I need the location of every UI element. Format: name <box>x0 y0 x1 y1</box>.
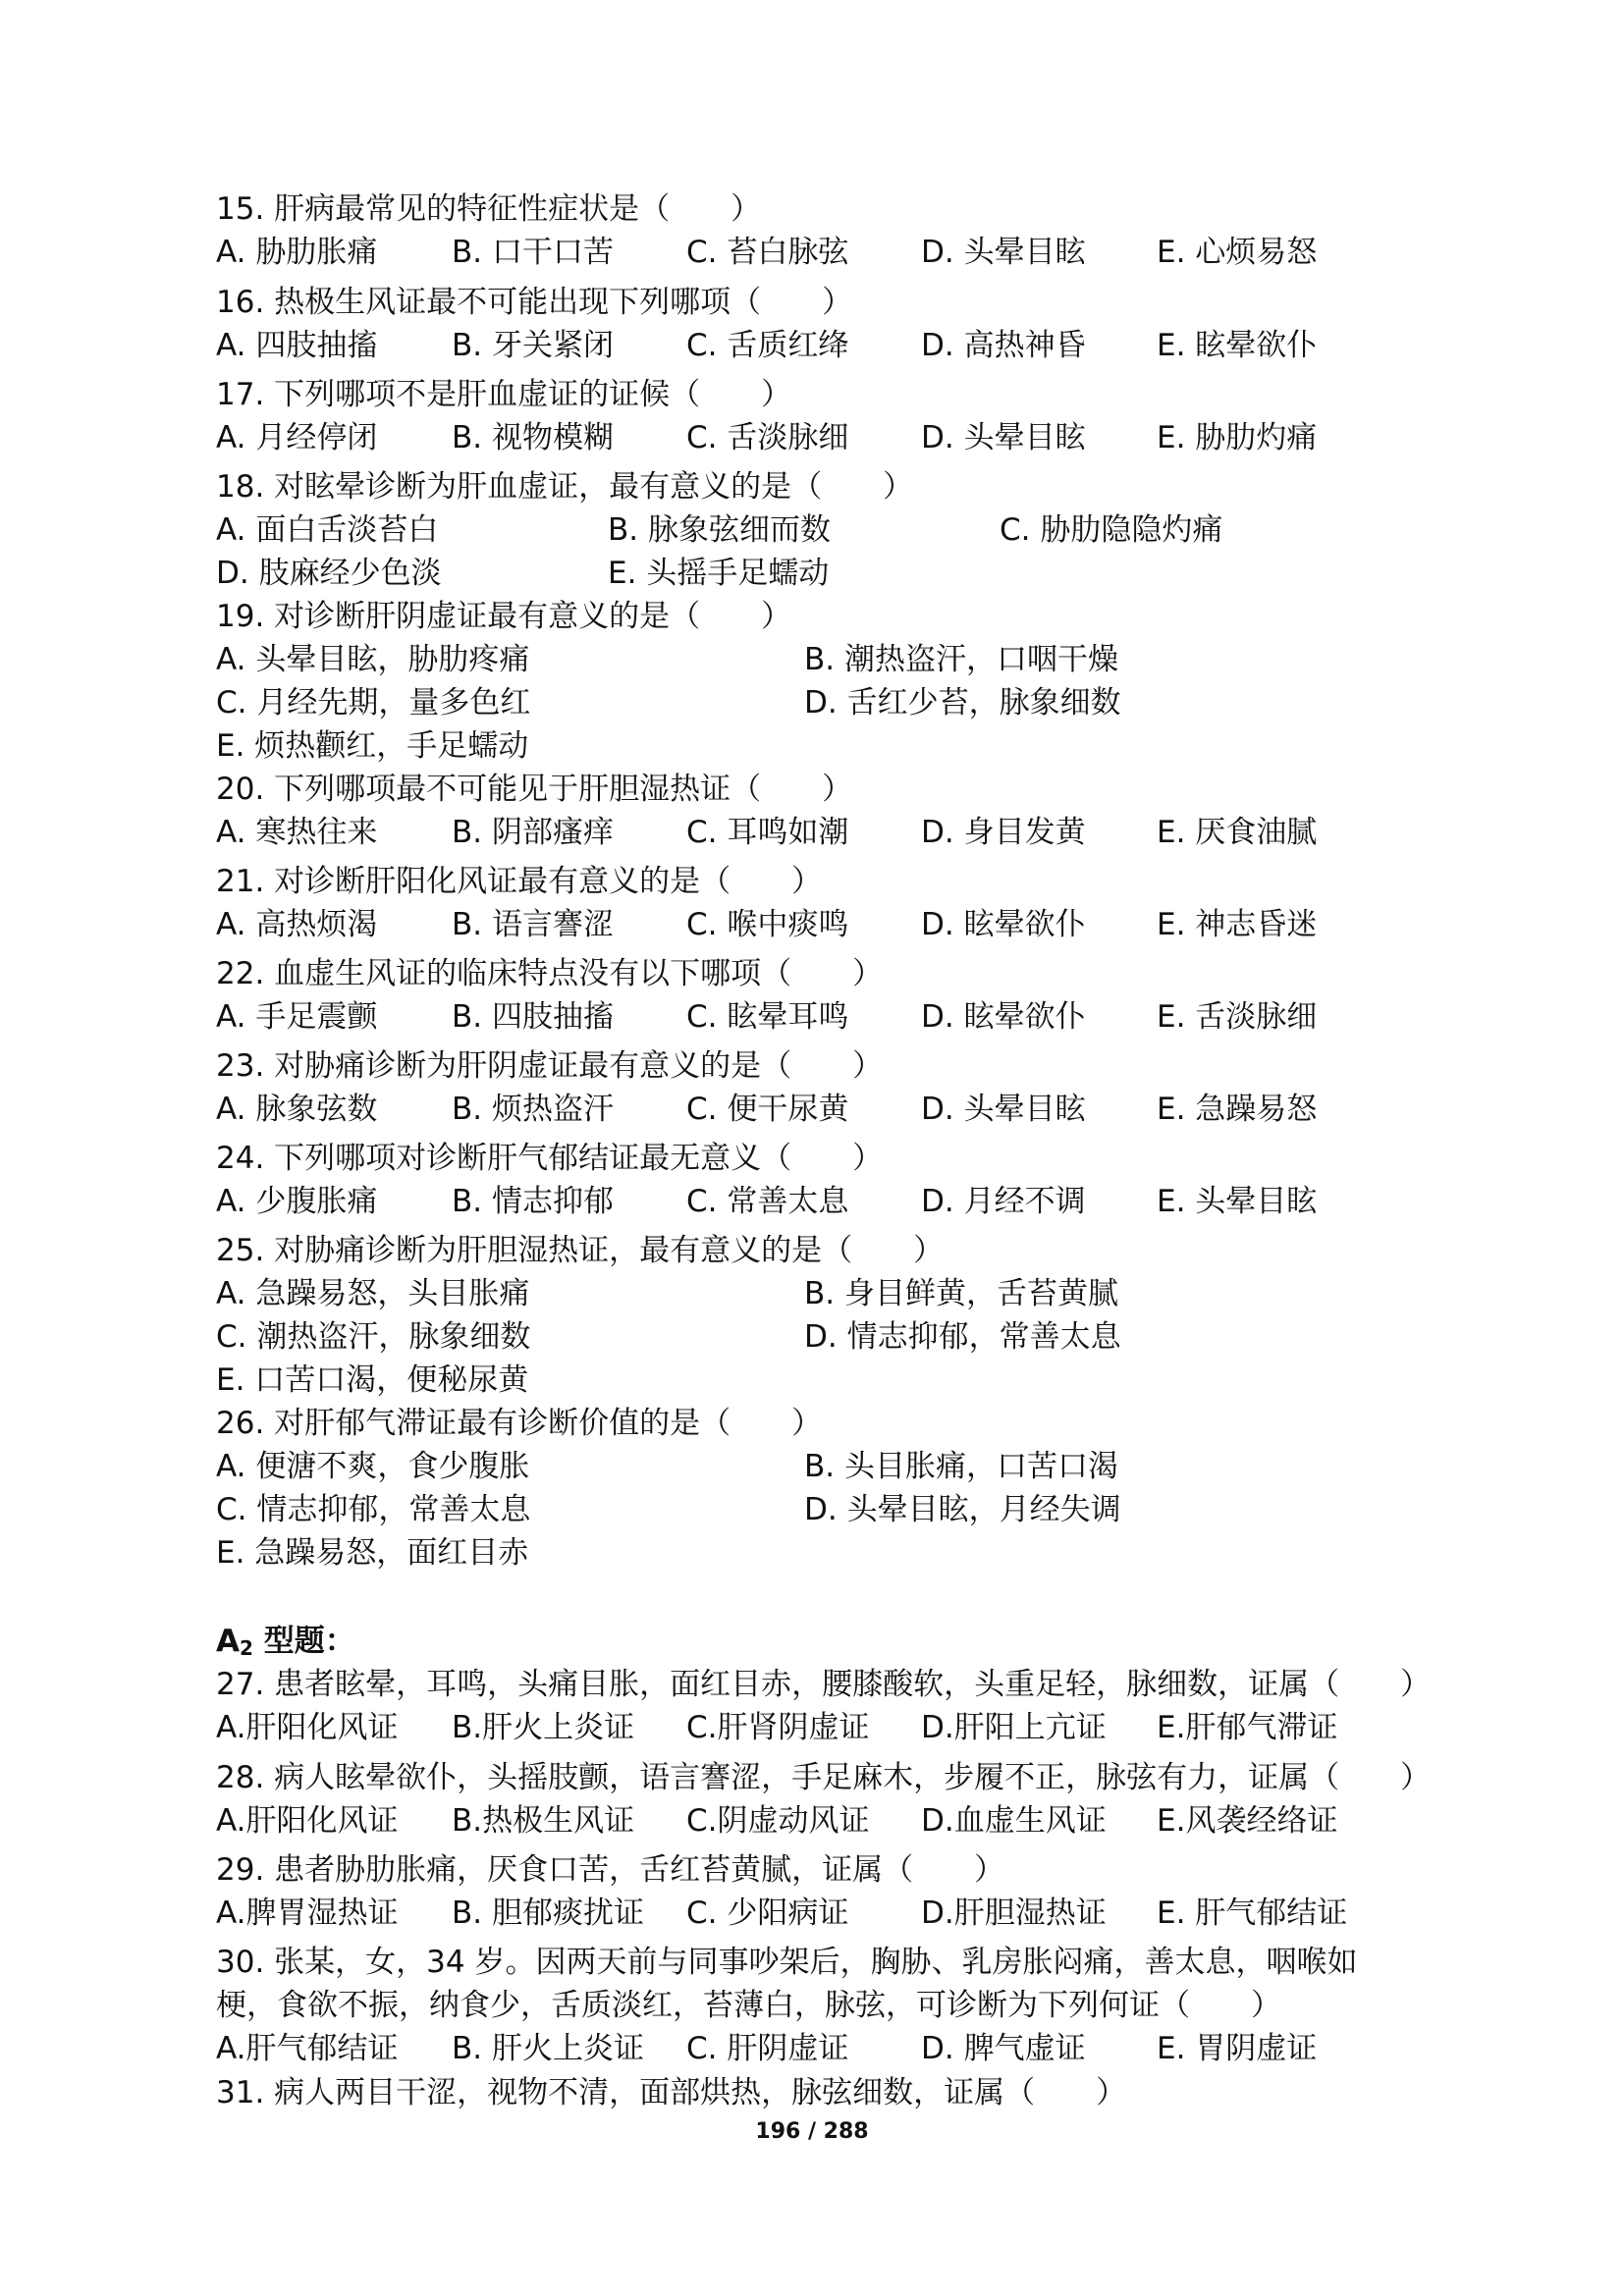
option-b: B. 身目鲜黄，舌苔黄腻 <box>804 1276 1118 1311</box>
option-a: A. 头晕目眩，胁肋疼痛 <box>216 642 530 677</box>
option-b: B.热极生风证 <box>452 1803 635 1839</box>
option-d: D. 头晕目眩 <box>921 420 1086 455</box>
option-c: C. 便干尿黄 <box>686 1092 849 1127</box>
option-c: C. 肝阴虚证 <box>686 2031 849 2066</box>
option-a: A.肝阳化风证 <box>216 1710 399 1745</box>
question-17-stem: 17. 下列哪项不是肝血虚证的证候（ ） <box>216 377 792 412</box>
option-e: E. 烦热颧红，手足蠕动 <box>216 728 529 764</box>
option-e: E.风袭经络证 <box>1157 1803 1338 1839</box>
option-c: C. 耳鸣如潮 <box>686 815 849 850</box>
option-a: A.肝气郁结证 <box>216 2031 399 2066</box>
option-e: E. 头晕目眩 <box>1157 1184 1318 1219</box>
option-c: C. 潮热盗汗，脉象细数 <box>216 1319 531 1355</box>
question-27-stem: 27. 患者眩晕，耳鸣，头痛目胀，面红目赤，腰膝酸软，头重足轻，脉细数，证属（ ） <box>216 1667 1432 1702</box>
option-d: D. 肢麻经少色淡 <box>216 556 442 591</box>
option-b: B. 语言謇涩 <box>452 907 614 942</box>
option-a: A.肝阳化风证 <box>216 1803 399 1839</box>
option-e: E. 急躁易怒 <box>1157 1092 1318 1127</box>
section-title-a2 <box>216 1620 355 1663</box>
option-a: A. 急躁易怒，头目胀痛 <box>216 1276 530 1311</box>
question-25-stem: 25. 对胁痛诊断为肝胆湿热证，最有意义的是（ ） <box>216 1233 945 1268</box>
option-a: A. 脉象弦数 <box>216 1092 378 1127</box>
option-e: E. 急躁易怒，面红目赤 <box>216 1535 529 1571</box>
option-d: D. 高热神昏 <box>921 328 1086 363</box>
question-23-stem: 23. 对胁痛诊断为肝阴虚证最有意义的是（ ） <box>216 1048 884 1084</box>
option-e: E. 口苦口渴，便秘尿黄 <box>216 1362 529 1398</box>
question-28-stem: 28. 病人眩晕欲仆，头摇肢颤，语言謇涩，手足麻木，步履不正，脉弦有力，证属（ ） <box>216 1760 1432 1795</box>
question-16-stem: 16. 热极生风证最不可能出现下列哪项（ ） <box>216 285 853 320</box>
option-c: C. 常善太息 <box>686 1184 849 1219</box>
option-d: D. 舌红少苔，脉象细数 <box>804 685 1121 721</box>
option-b: B. 阴部瘙痒 <box>452 815 614 850</box>
option-e: E. 胁肋灼痛 <box>1157 420 1318 455</box>
option-e: E. 肝气郁结证 <box>1157 1896 1348 1931</box>
option-e: E.肝郁气滞证 <box>1157 1710 1338 1745</box>
question-22-stem: 22. 血虚生风证的临床特点没有以下哪项（ ） <box>216 956 884 991</box>
option-d: D. 月经不调 <box>921 1184 1086 1219</box>
question-21-stem: 21. 对诊断肝阳化风证最有意义的是（ ） <box>216 864 823 899</box>
option-d: D. 头晕目眩 <box>921 235 1086 270</box>
option-d: D. 身目发黄 <box>921 815 1086 850</box>
option-e: E. 胃阴虚证 <box>1157 2031 1318 2066</box>
option-e: E. 舌淡脉细 <box>1157 999 1318 1035</box>
option-c: C.肝肾阴虚证 <box>686 1710 870 1745</box>
question-18-stem: 18. 对眩晕诊断为肝血虚证，最有意义的是（ ） <box>216 469 914 505</box>
option-c: C. 眩晕耳鸣 <box>686 999 849 1035</box>
section-title-text: 型题： <box>252 1624 355 1659</box>
option-c: C. 胁肋隐隐灼痛 <box>1000 512 1223 548</box>
question-31-stem: 31. 病人两目干涩，视物不清，面部烘热，脉弦细数，证属（ ） <box>216 2075 1127 2110</box>
option-b: B. 口干口苦 <box>452 235 614 270</box>
question-24-stem: 24. 下列哪项对诊断肝气郁结证最无意义（ ） <box>216 1141 884 1176</box>
option-b: B. 烦热盗汗 <box>452 1092 614 1127</box>
option-e: E. 头摇手足蠕动 <box>608 556 830 591</box>
option-b: B.肝火上炎证 <box>452 1710 635 1745</box>
option-b: B. 牙关紧闭 <box>452 328 614 363</box>
question-30-stem-line2: 梗，食欲不振，纳食少，舌质淡红，苔薄白，脉弦，可诊断为下列何证（ ） <box>216 1988 1281 2023</box>
option-b: B. 潮热盗汗，口咽干燥 <box>804 642 1118 677</box>
section-title-letter: A <box>216 1624 240 1659</box>
option-b: B. 情志抑郁 <box>452 1184 614 1219</box>
option-a: A. 少腹胀痛 <box>216 1184 378 1219</box>
option-b: B. 头目胀痛，口苦口渴 <box>804 1449 1118 1484</box>
question-15-stem: 15. 肝病最常见的特征性症状是（ ） <box>216 191 762 227</box>
option-b: B. 视物模糊 <box>452 420 614 455</box>
option-d: D. 情志抑郁，常善太息 <box>804 1319 1121 1355</box>
option-e: E. 厌食油腻 <box>1157 815 1318 850</box>
question-20-stem: 20. 下列哪项最不可能见于肝胆湿热证（ ） <box>216 772 853 807</box>
option-d: D. 头晕目眩，月经失调 <box>804 1492 1121 1527</box>
option-b: B. 肝火上炎证 <box>452 2031 644 2066</box>
option-e: E. 眩晕欲仆 <box>1157 328 1318 363</box>
option-b: B. 胆郁痰扰证 <box>452 1896 644 1931</box>
option-a: A. 四肢抽搐 <box>216 328 378 363</box>
option-a: A.脾胃湿热证 <box>216 1896 399 1931</box>
option-c: C. 情志抑郁，常善太息 <box>216 1492 531 1527</box>
option-c: C. 少阳病证 <box>686 1896 849 1931</box>
option-b: B. 脉象弦细而数 <box>608 512 831 548</box>
option-e: E. 神志昏迷 <box>1157 907 1318 942</box>
option-c: C. 苔白脉弦 <box>686 235 849 270</box>
option-d: D.肝胆湿热证 <box>921 1896 1107 1931</box>
option-a: A. 手足震颤 <box>216 999 378 1035</box>
option-a: A. 面白舌淡苔白 <box>216 512 439 548</box>
question-19-stem: 19. 对诊断肝阴虚证最有意义的是（ ） <box>216 599 792 634</box>
option-d: D. 眩晕欲仆 <box>921 999 1086 1035</box>
option-b: B. 四肢抽搐 <box>452 999 614 1035</box>
option-a: A. 胁肋胀痛 <box>216 235 378 270</box>
option-d: D. 脾气虚证 <box>921 2031 1086 2066</box>
option-c: C. 喉中痰鸣 <box>686 907 849 942</box>
option-d: D. 眩晕欲仆 <box>921 907 1086 942</box>
option-d: D. 头晕目眩 <box>921 1092 1086 1127</box>
question-29-stem: 29. 患者胁肋胀痛，厌食口苦，舌红苔黄腻，证属（ ） <box>216 1852 1005 1888</box>
page-number: 196 / 288 <box>755 2119 869 2144</box>
option-d: D.肝阳上亢证 <box>921 1710 1107 1745</box>
option-a: A. 高热烦渴 <box>216 907 378 942</box>
option-a: A. 月经停闭 <box>216 420 378 455</box>
option-d: D.血虚生风证 <box>921 1803 1107 1839</box>
option-a: A. 便溏不爽，食少腹胀 <box>216 1449 530 1484</box>
option-e: E. 心烦易怒 <box>1157 235 1318 270</box>
section-title-subscript: 2 <box>240 1636 253 1660</box>
option-c: C. 月经先期，量多色红 <box>216 685 531 721</box>
question-30-stem-line1: 30. 张某，女，34 岁。因两天前与同事吵架后，胸胁、乳房胀闷痛，善太息，咽喉如 <box>216 1945 1358 1980</box>
option-a: A. 寒热往来 <box>216 815 378 850</box>
option-c: C.阴虚动风证 <box>686 1803 870 1839</box>
option-c: C. 舌质红绛 <box>686 328 849 363</box>
option-c: C. 舌淡脉细 <box>686 420 849 455</box>
question-26-stem: 26. 对肝郁气滞证最有诊断价值的是（ ） <box>216 1406 823 1441</box>
